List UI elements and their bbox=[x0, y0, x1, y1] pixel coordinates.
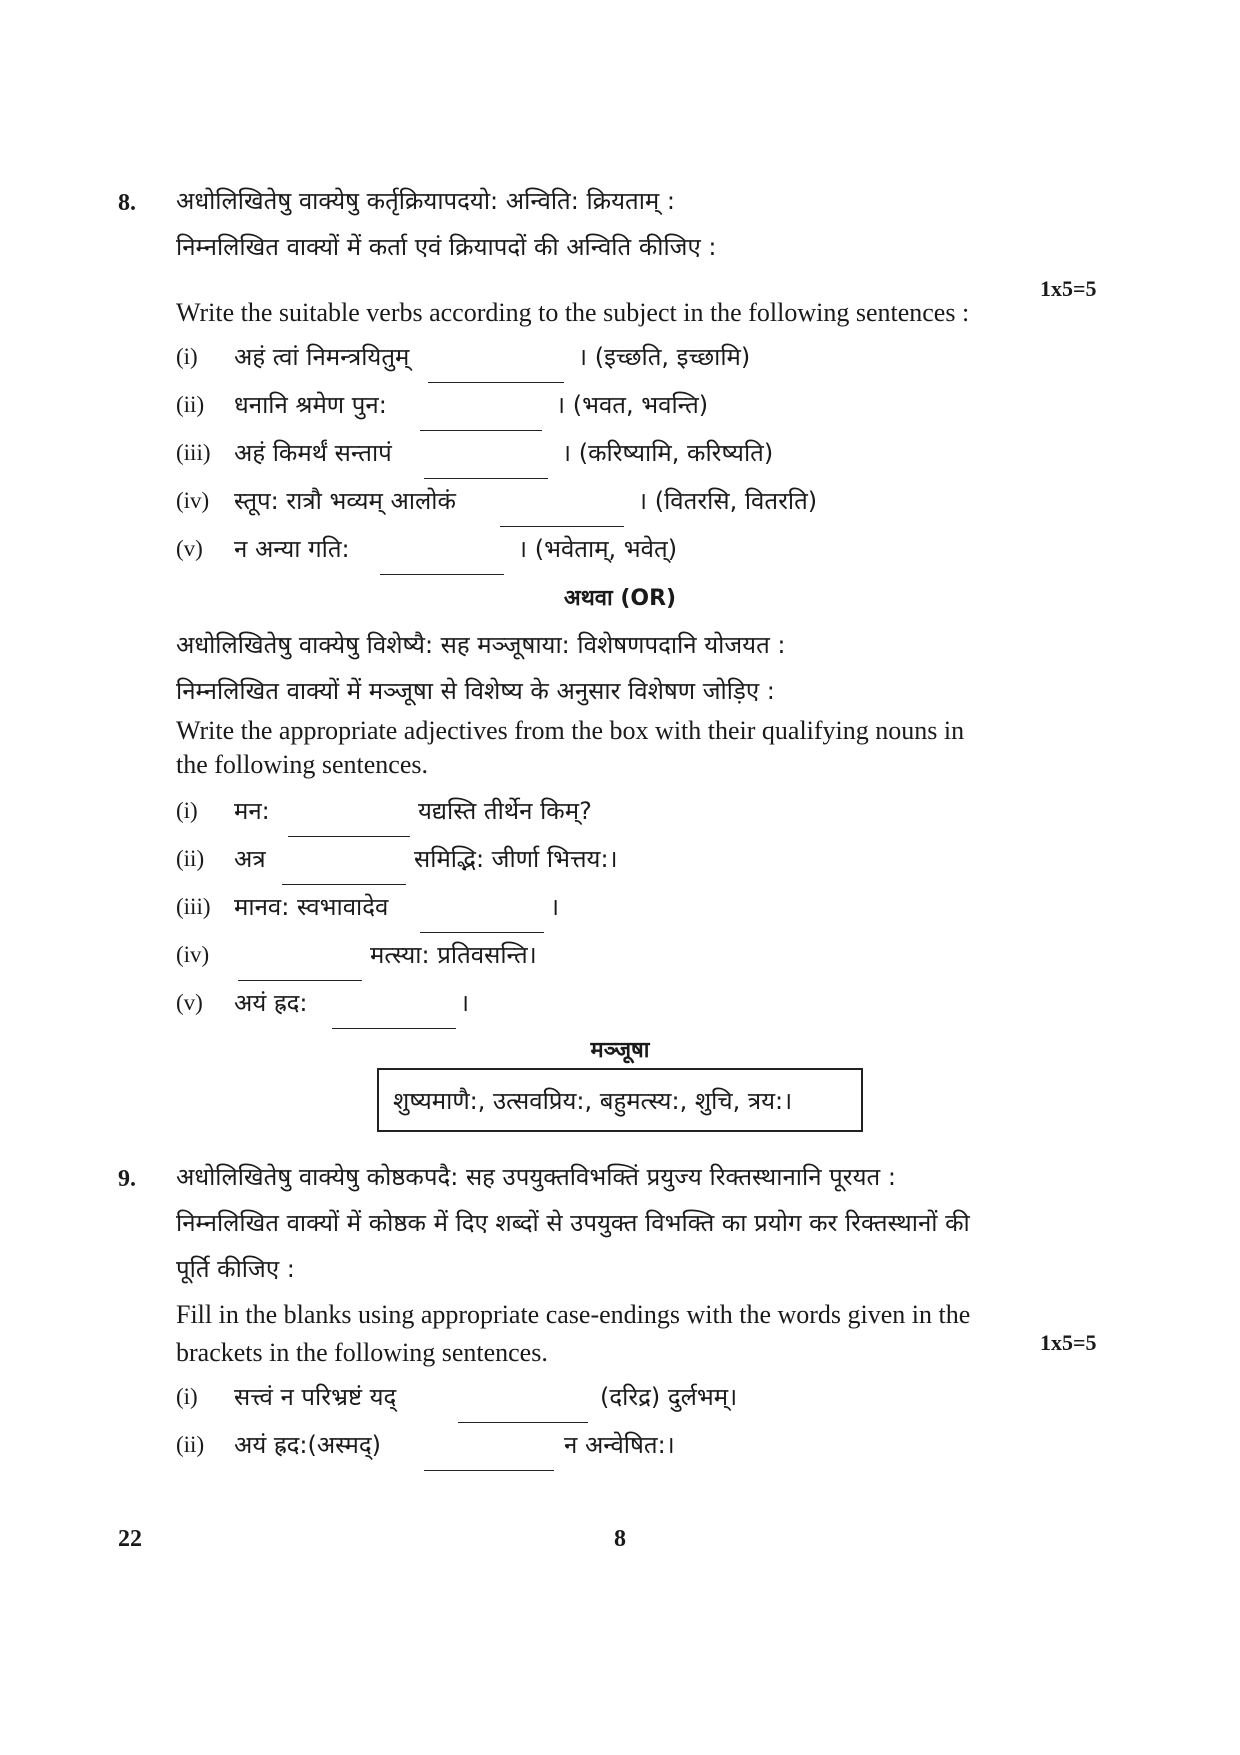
item-text-before: मानव: स्वभावादेव bbox=[234, 893, 389, 921]
q9-instruction-english-line1: Fill in the blanks using appropriate case-endings with the words given in the bbox=[176, 1300, 971, 1329]
q8-item-5-options: । (भवेताम्, भवेत्) bbox=[518, 535, 678, 563]
item-number: (ii) bbox=[176, 392, 205, 417]
q8-item-4-blank bbox=[500, 512, 624, 531]
item-number: (i) bbox=[176, 798, 198, 823]
item-text-before: धनानि श्रमेण पुन: bbox=[234, 391, 387, 419]
q9-instruction-hindi-line1: निम्नलिखित वाक्यों में कोष्ठक में दिए शब्दों से उपयुक्त विभक्ति का प्रयोग कर रिक्तस्थानों की bbox=[176, 1209, 970, 1237]
or-item-1 bbox=[176, 797, 270, 825]
q8-item-5 bbox=[176, 535, 350, 563]
item-number: (v) bbox=[176, 990, 203, 1015]
item-text-before: अहं त्वां निमन्त्रयितुम् bbox=[234, 343, 410, 371]
or-item-3-after: । bbox=[550, 893, 560, 921]
word-box bbox=[377, 1068, 863, 1132]
item-number: (i) bbox=[176, 1384, 198, 1409]
item-text-before: स्तूप: रात्रौ भव्यम् आलोकं bbox=[234, 487, 456, 515]
or-item-4-after: मत्स्या: प्रतिवसन्ति। bbox=[370, 941, 537, 969]
item-text-before: मन: bbox=[234, 797, 270, 825]
q8-item-2-options: । (भवत, भवन्ति) bbox=[556, 391, 709, 419]
question-number-9: 9. bbox=[118, 1166, 136, 1192]
or-item-3 bbox=[176, 893, 389, 921]
item-number: (iv) bbox=[176, 488, 210, 513]
question-number-8: 8. bbox=[118, 190, 136, 216]
item-text-before: अहं किमर्थं सन्तापं bbox=[234, 439, 392, 467]
or-instruction-sanskrit: अधोलिखितेषु वाक्येषु विशेष्यै: सह मञ्जूषाया: विशेषणपदानि योजयत : bbox=[176, 631, 786, 659]
word-box-content: शुष्यमाणै:, उत्सवप्रिय:, बहुमत्स्य:, शुचि, त्रय:। bbox=[393, 1087, 793, 1115]
q8-item-1 bbox=[176, 343, 410, 371]
or-heading: अथवा (OR) bbox=[563, 586, 677, 611]
q8-item-2 bbox=[176, 391, 387, 419]
q8-item-1-blank bbox=[428, 368, 564, 387]
q8-item-4-options: । (वितरसि, वितरति) bbox=[638, 487, 818, 515]
q9-item-1-blank bbox=[458, 1408, 588, 1427]
q8-item-3-blank bbox=[424, 464, 548, 483]
q8-item-3-options: । (करिष्यामि, करिष्यति) bbox=[562, 439, 774, 467]
q8-item-2-blank bbox=[420, 416, 542, 435]
item-text-before: सत्त्वं न परिभ्रष्टं यद् bbox=[234, 1383, 397, 1411]
or-item-2-blank bbox=[282, 870, 406, 889]
q8-instruction-hindi: निम्नलिखित वाक्यों में कर्ता एवं क्रियापदों की अन्विति कीजिए : bbox=[176, 233, 717, 261]
q9-marks: 1x5=5 bbox=[1040, 1330, 1097, 1355]
q8-instruction-english: Write the suitable verbs according to the subject in the following sentences : bbox=[176, 298, 970, 327]
page-number: 8 bbox=[614, 1526, 626, 1552]
paper-code: 22 bbox=[118, 1526, 142, 1552]
item-number: (i) bbox=[176, 344, 198, 369]
or-item-4 bbox=[176, 942, 209, 968]
item-number: (ii) bbox=[176, 1432, 205, 1457]
q8-item-1-options: । (इच्छति, इच्छामि) bbox=[578, 343, 751, 371]
item-text-before: अयं ह्रद:(अस्मद्) bbox=[234, 1431, 381, 1459]
q8-marks: 1x5=5 bbox=[1040, 276, 1097, 301]
or-item-1-after: यद्यस्ति तीर्थेन किम्? bbox=[418, 797, 592, 825]
item-number: (iii) bbox=[176, 894, 211, 919]
or-item-5-after: । bbox=[460, 989, 470, 1017]
or-item-5-blank bbox=[332, 1014, 456, 1033]
item-text-before: अत्र bbox=[234, 845, 266, 873]
q9-instruction-english-line2: brackets in the following sentences. bbox=[176, 1338, 548, 1367]
or-instruction-english-line2: the following sentences. bbox=[176, 750, 428, 779]
word-box-heading: मञ्जूषा bbox=[590, 1038, 650, 1063]
or-item-3-blank bbox=[420, 918, 544, 937]
item-text-before: न अन्या गति: bbox=[234, 535, 350, 563]
q8-instruction-sanskrit: अधोलिखितेषु वाक्येषु कर्तृक्रियापदयो: अन्विति: क्रियताम् : bbox=[176, 187, 675, 215]
item-text-before: अयं ह्रद: bbox=[234, 989, 308, 1017]
or-item-4-blank bbox=[238, 966, 362, 985]
or-item-1-blank bbox=[288, 822, 410, 841]
q9-item-2-after: न अन्वेषित:। bbox=[564, 1431, 675, 1459]
item-number: (iii) bbox=[176, 440, 211, 465]
item-number: (ii) bbox=[176, 846, 205, 871]
q9-item-2 bbox=[176, 1431, 381, 1459]
item-number: (v) bbox=[176, 536, 203, 561]
q9-item-1-after: (दरिद्र) दुर्लभम्। bbox=[600, 1383, 738, 1411]
q8-item-4 bbox=[176, 487, 456, 515]
q9-instruction-sanskrit: अधोलिखितेषु वाक्येषु कोष्ठकपदै: सह उपयुक्तविभक्तिं प्रयुज्य रिक्तस्थानानि पूरयत : bbox=[176, 1163, 896, 1191]
q9-item-1 bbox=[176, 1383, 397, 1411]
or-instruction-hindi: निम्नलिखित वाक्यों में मञ्जूषा से विशेष्य के अनुसार विशेषण जोड़िए : bbox=[176, 677, 775, 705]
or-item-2-after: समिद्भि: जीर्णा भित्तय:। bbox=[414, 845, 618, 873]
or-item-5 bbox=[176, 989, 308, 1017]
q8-item-5-blank bbox=[380, 560, 504, 579]
q9-instruction-hindi-line2: पूर्ति कीजिए : bbox=[176, 1255, 295, 1283]
q9-item-2-blank bbox=[424, 1456, 554, 1475]
q8-item-3 bbox=[176, 439, 392, 467]
or-instruction-english-line1: Write the appropriate adjectives from the box with their qualifying nouns in bbox=[176, 716, 965, 745]
item-number: (iv) bbox=[176, 942, 210, 967]
or-item-2 bbox=[176, 845, 266, 873]
